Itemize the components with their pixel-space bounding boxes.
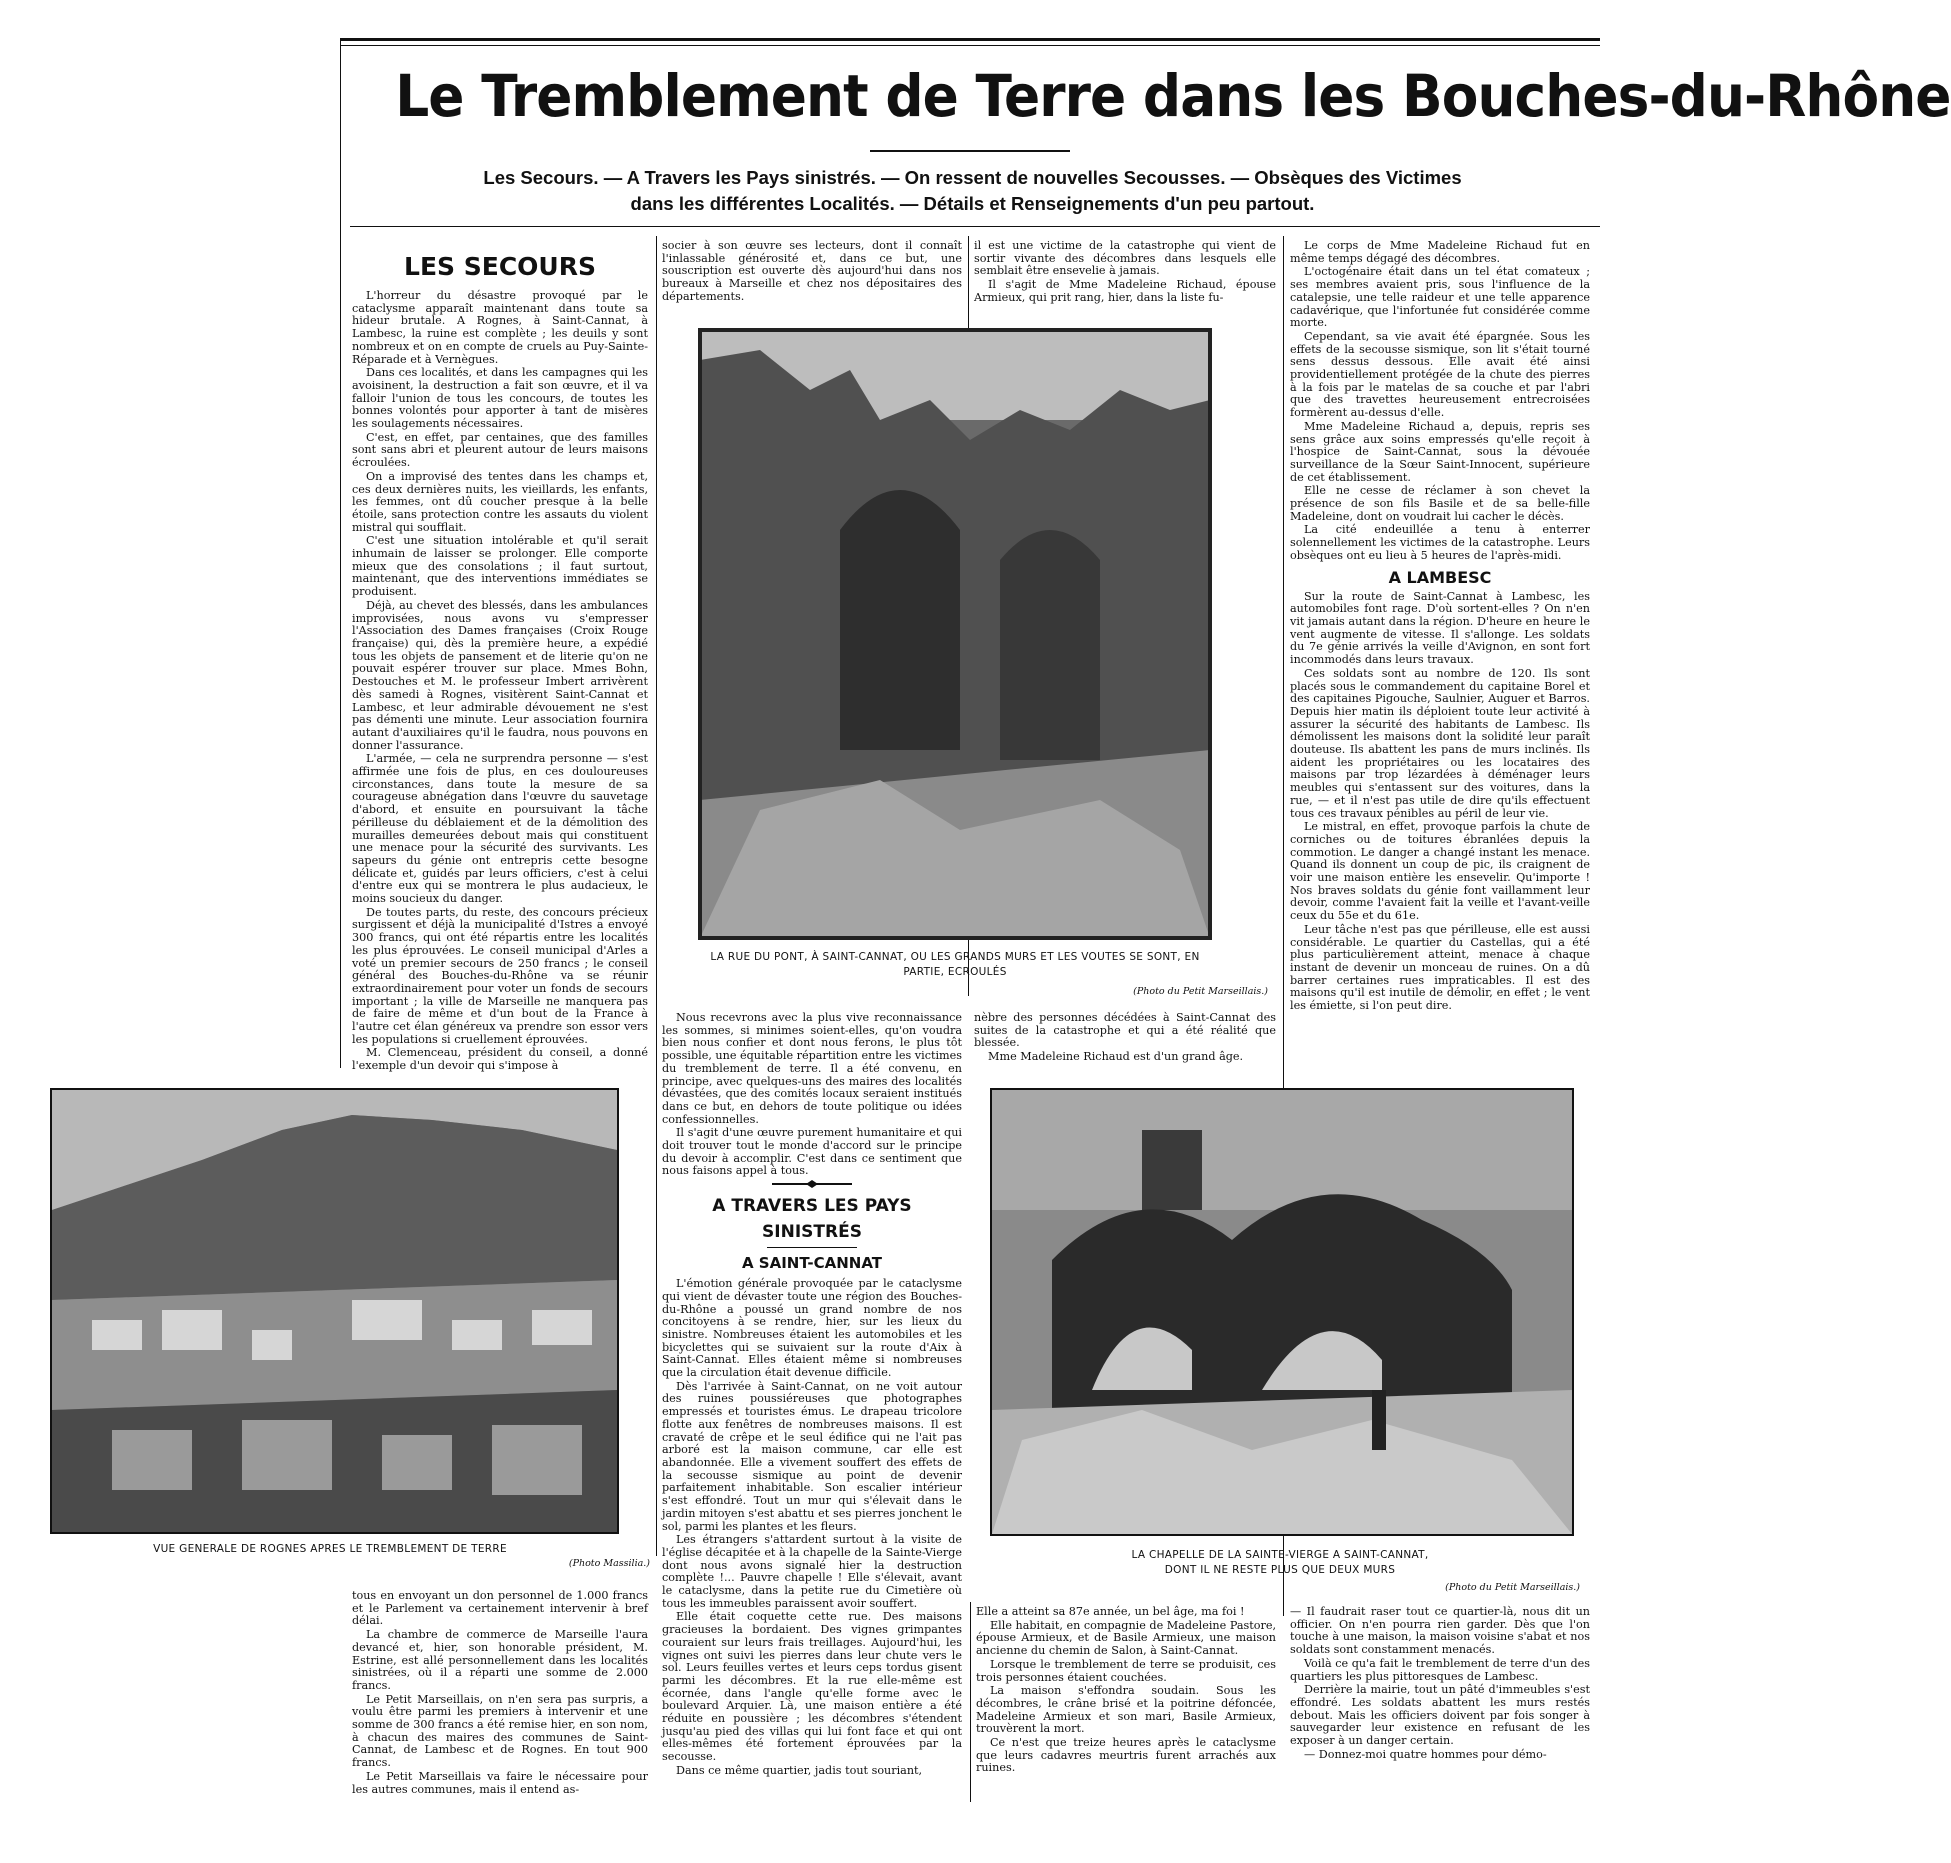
top-double-rule (340, 38, 1600, 41)
paragraph: Les étrangers s'attardent surtout à la visite de l'église décapitée et à la chapelle de la Sainte-Vierge dont nous avons signalé hier la destruction complète !... Pauvre chapelle ! Elle s'élevait, avant le cataclysme, dans la petite rue du Cimetière où tous les immeubles paraissent avoir souffert. (662, 1533, 962, 1610)
paragraph: Il s'agit d'une œuvre purement humanitaire et qui doit trouver tout le monde d'accord sur le principe du devoir à accomplir. C'est dans ce sentiment que nous faisons appel à tous. (662, 1126, 962, 1178)
column-4-top (1290, 240, 1590, 1078)
column-3-mid (974, 1012, 1276, 1082)
photo-ruined-street (700, 330, 1210, 938)
photo-caption-rue-du-pont: LA RUE DU PONT, À SAINT-CANNAT, OU LES GRANDS MURS ET LES VOUTES SE SONT, EN PARTIE, ECROULÉS (710, 951, 1200, 978)
section-heading-a-lambesc: A LAMBESC (1388, 567, 1492, 587)
paragraph: il est une victime de la catastrophe qui vient de sortir vivante des décombres dans lesquels elle semblait être ensevelie à jamais. (974, 239, 1276, 278)
paragraph: Dans ces localités, et dans les campagnes qui les avoisinent, la destruction a fait son œuvre, et il va falloir l'union de tous les concours, de toutes les bonnes volontés pour apporter à tant de misères les soulagements nécessaires. (352, 366, 648, 431)
paragraph: Le corps de Mme Madeleine Richaud fut en même temps dégagé des décombres. (1290, 239, 1590, 265)
paragraph: Sur la route de Saint-Cannat à Lambesc, les automobiles font rage. D'où sortent-elles ? On n'en vit jamais autant dans la région. D'heure en heure le vent augmente de vitesse. Il s'allonge. Les soldats du 7e génie arrivés la veille d'Avignon, en sont fort incommodés dans leurs travaux. (1290, 589, 1590, 667)
photo-credit: (Photo Massilia.) (568, 1558, 650, 1569)
column-divider (970, 1602, 971, 1802)
column-les-secours (352, 244, 648, 1073)
paragraph: Mme Madeleine Richaud est d'un grand âge. (988, 1050, 1244, 1064)
paragraph: L'armée, — cela ne surprendra personne — s'est affirmée une fois de plus, en ces douloureuses circonstances, dans toute la mesure de sa courageuse abnégation dans l'œuvre du sauvetage d'abord, et ensuite en poursuivant la tâche périlleuse du déblaiement et de la démolition des murailles demeurées debout mais qui constituent une menace pour la sécurité des survivants. Les sapeurs du génie ont entrepris cette besogne délicate et, guidés par leurs officiers, c'est à celui d'entre eux qui se montrera le plus audacieux, le moins soucieux du danger. (352, 752, 648, 906)
subtitle-line-2: dans les différentes Localités. — Détails et Renseignements d'un peu partout. (630, 193, 1315, 214)
paragraph: Elle a atteint sa 87e année, un bel âge, ma foi ! (976, 1605, 1245, 1618)
column-4-bottom (1290, 1606, 1590, 1798)
paragraph: Mme Madeleine Richaud a, depuis, repris ses sens grâce aux soins empressés qu'elle reçoit à l'hospice de Saint-Cannat, sous la dévouée surveillance de la Sœur Saint-Innocent, supérieure de cet établissement. (1290, 419, 1590, 484)
paragraph: C'est, en effet, par centaines, que des familles sont sans abri et pleurent autour de leurs maisons écroulées. (352, 430, 648, 470)
column-3-bottom (976, 1606, 1276, 1798)
paragraph: Elle était coquette cette rue. Des maisons gracieuses la bordaient. Des vignes grimpantes couraient sur leurs frais treillages. Aujourd'hui, les vignes ont suivi les pierres dans leur chute vers le sol. Leurs feuilles vertes et leurs ceps tordus gisent parmi les décombres. Et la rue elle-même est écornée, dans l'angle qu'elle forme avec le boulevard Arquier. Là, une maison entière a été réduite en poussière ; les décombres s'étendent jusqu'au pied des villas qui lui font face et qui ont elles-mêmes été fortement éprouvées par la secousse. (662, 1610, 962, 1764)
paragraph: De toutes parts, du reste, des concours précieux surgissent et déjà la municipalité d'Istres a envoyé 300 francs, qui ont été répartis entre les localités les plus éprouvées. Le conseil municipal d'Arles a voté un premier secours de 250 francs ; le conseil général des Bouches-du-Rhône va se réunir extraordinairement pour voter un fonds de secours important ; la ville de Marseille ne manquera pas de faire de même et d'un bout de la France à l'autre cet élan généreux va prendre son essor vers les populations si cruellement éprouvées. (352, 905, 648, 1046)
paragraph: L'horreur du désastre provoqué par le cataclysme apparaît maintenant dans toute sa hideur brutale. A Rognes, à Saint-Cannat, à Lambesc, la ruine est complète ; les deuils y sont nombreux et on en compte de cruels au Puy-Sainte-Réparade et à Vernègues. (352, 289, 648, 366)
paragraph: M. Clemenceau, président du conseil, a donné l'exemple d'un devoir qui s'impose à (352, 1046, 648, 1073)
paragraph: Cependant, sa vie avait été épargnée. Sous les effets de la secousse sismique, son lit s'était tourné sens dessus dessous. Elle avait été ainsi providentiellement protégée de la chute des pierres à la fois par le matelas de sa couche et par l'abri que des travettes heureusement entrecroisées formèrent au-dessus d'elle. (1290, 329, 1590, 420)
heading-rule (767, 1247, 857, 1248)
paragraph: Dès l'arrivée à Saint-Cannat, on ne voit autour des ruines poussiéreuses que photographes empressés et touristes émus. Le drapeau tricolore flotte aux fenêtres de nombreuses maisons. Il est cravaté de crêpe et le seul édifice qui ne l'ait pas arboré est la maison commune, car elle est abandonnée. Elle a vivement souffert des effets de la secousse sismique au point de devenir parfaitement inhabitable. Son escalier intérieur s'est effondré. Tout un mur qui s'élevait dans le jardin mitoyen s'est abattu et ses pierres jonchent le sol, parmi les plantes et les fleurs. (662, 1379, 962, 1533)
photo-credit: (Photo du Petit Marseillais.) (1445, 1582, 1580, 1593)
paragraph: Lorsque le tremblement de terre se produisit, ces trois personnes étaient couchées. (976, 1657, 1276, 1684)
paragraph: Le mistral, en effet, provoque parfois la chute de corniches ou de toitures ébranlées depuis la commotion. Le danger a changé instant les menace. Quand ils donnent un coup de pic, ils craignent de voir une maison entière les ensevelir. Qu'importe ! Nos braves soldats du génie font vaillamment leur devoir, comme l'avaient fait la veille et l'avant-veille ceux du 55e et du 61e. (1290, 820, 1590, 923)
photo-credit: (Photo du Petit Marseillais.) (1133, 986, 1268, 997)
photo-ruined-chapel (992, 1090, 1572, 1534)
photo-caption-rognes: VUE GENERALE DE ROGNES APRES LE TREMBLEMENT DE TERRE (153, 1543, 507, 1555)
column-2-mid (662, 1011, 963, 1777)
column-2-top (662, 240, 962, 310)
paragraph: La cité endeuillée a tenu à enterrer solennellement les victimes de la catastrophe. Leurs obsèques ont eu lieu à 5 heures de l'après-midi. (1290, 523, 1590, 562)
paragraph: Il s'agit de Mme Madeleine Richaud, épouse Armieux, qui prit rang, hier, dans la liste fu- (974, 278, 1276, 304)
paragraph: L'émotion générale provoquée par le cataclysme qui vient de dévaster toute une région des Bouches-du-Rhône a poussé un grand nombre de nos concitoyens à se rendre, hier, sur les lieux du sinistre. Nombreuses étaient les automobiles et les bicyclettes qui se suivaient sur la route d'Aix à Saint-Cannat. Elles étaient même si nombreuses que la circulation était devenue difficile. (662, 1277, 962, 1380)
paragraph: C'est une situation intolérable et qu'il serait inhumain de laisser se prolonger. Elle comporte mieux que des consolations ; il faut surtout, maintenant, que des interventions immédiates se produisent. (352, 534, 648, 599)
paragraph: Ces soldats sont au nombre de 120. Ils sont placés sous le commandement du capitaine Borel et des capitaines Pigouche, Saulnier, Auguer et Barros. Depuis hier matin ils déploient toute leur activité à assurer la sécurité des habitants de Lambesc. Ils démolissent les maisons dont la solidité leur paraît douteuse. Ils abattent les pans de murs inclinés. Ils aident les propriétaires ou les locataires des maisons par trop lézardées à déménager leurs meubles qui s'entassent sur des voitures, dans la rue, — et il n'est pas utile de dire qu'ils effectuent tous ces travaux pénibles au péril de leur vie. (1290, 666, 1590, 820)
section-heading-a-travers: A TRAVERS LES PAYS SINISTRÉS (712, 1196, 912, 1243)
paragraph: Derrière la mairie, tout un pâté d'immeubles s'est effondré. Les soldats abattent les murs restés debout. Mais les officiers doivent par fois songer à sauvegarder leur existence en refusant de les exposer à un danger certain. (1290, 1683, 1590, 1748)
paragraph: Elle ne cesse de réclamer à son chevet la présence de son fils Basile et de sa belle-fille Madeleine, dont on voudrait lui cacher le décès. (1290, 484, 1590, 523)
photo-rue-du-pont (698, 328, 1212, 940)
caption-line-1: LA CHAPELLE DE LA SAINTE-VIERGE A SAINT-CANNAT, (1131, 1549, 1429, 1561)
photo-caption-chapelle (990, 1548, 1570, 1578)
paragraph: L'octogénaire était dans un tel état comateux ; ses membres avaient pris, sous l'influence de la catalepsie, une telle raideur et une telle apparence cadavérique, que l'infortunée fut considérée comme morte. (1290, 265, 1590, 330)
paragraph: La chambre de commerce de Marseille l'aura devancé et, hier, son honorable président, M. Estrine, est allé personnellement dans les localités sinistrées, où il a réparti une somme de 2.000 francs. (352, 1628, 648, 1692)
caption-line-2: DONT IL NE RESTE PLUS QUE DEUX MURS (1164, 1564, 1396, 1576)
column-1-bottom (352, 1590, 648, 1798)
section-heading-a-saint-cannat: A SAINT-CANNAT (741, 1254, 883, 1273)
page-subtitle (345, 165, 1600, 217)
paragraph: Déjà, au chevet des blessés, dans les ambulances improvisées, nous avons vu s'empresser l'Association des Dames françaises (Croix Rouge française) qui, dès la première heure, a expédié tous les objets de pansement et de literie qu'on ne pouvait espérer trouver sur place. Mmes Bohn, Destouches et M. le professeur Imbert arrivèrent dès samedi à Rognes, visitèrent Saint-Cannat et Lambesc, et leur admirable dévouement ne s'est pas démenti une minute. Leur association fournira autant d'auxiliaires qu'il le faudra, nous pouvons en donner l'assurance. (352, 598, 648, 752)
column-3-top (974, 240, 1276, 320)
paragraph: Leur tâche n'est pas que périlleuse, elle est aussi considérable. Le quartier du Castellas, qui a été plus particulièrement atteint, menace à chaque instant de devenir un monceau de ruines. On a dû barrer certaines rues impraticables. Il est des maisons qu'il est inutile de démolir, en effet ; le vent les émiette, si l'on peut dire. (1290, 922, 1590, 1013)
paragraph: Dans ce même quartier, jadis tout souriant, (676, 1763, 923, 1777)
top-thin-rule (340, 45, 1600, 46)
paragraph: socier à son œuvre ses lecteurs, dont il connaît l'inlassable générosité et, dans ce but, une souscription est ouverte dès aujourd'hui dans nos bureaux à Marseille et chez nos dépositaires des départements. (662, 239, 962, 303)
paragraph: Nous recevrons avec la plus vive reconnaissance les sommes, si minimes soient-elles, qu'on voudra bien nous confier et dont nous ferons, le plus tôt possible, une équitable répartition entre les victimes du tremblement de terre. Il a été convenu, en principe, avec quelques-uns des maires des localités dévastées, que des comités locaux seraient institués dans ce but, en dehors de toute politique ou idées confessionnelles. (662, 1011, 963, 1126)
column-divider (656, 236, 657, 1556)
photo-chapelle-sainte-vierge (990, 1088, 1574, 1536)
left-frame-rule (340, 38, 341, 1068)
section-heading-les-secours: LES SECOURS (404, 252, 596, 281)
photo-vue-generale-rognes (50, 1088, 619, 1534)
paragraph: Voilà ce qu'a fait le tremblement de terre d'un des quartiers les plus pittoresques de Lambesc. (1290, 1656, 1590, 1683)
paragraph: — Il faudrait raser tout ce quartier-là, nous dit un officier. On n'en pourra rien garder. Dès que l'on touche à une maison, la maison voisine s'abat et nos soldats sont constamment menacés. (1290, 1605, 1590, 1657)
paragraph: tous en envoyant un don personnel de 1.000 francs et le Parlement va certainement intervenir à bref délai. (352, 1589, 648, 1628)
title-underline (870, 150, 1070, 152)
paragraph: — Donnez-moi quatre hommes pour démo- (1304, 1747, 1547, 1761)
paragraph: On a improvisé des tentes dans les champs et, ces deux dernières nuits, les vieillards, les enfants, les femmes, ont dû coucher presque à la belle étoile, sans protection contre les assauts du violent mistral qui soufflait. (352, 469, 648, 534)
subtitle-line-1: Les Secours. — A Travers les Pays sinistrés. — On ressent de nouvelles Secousses. — Obsèques des Victimes (483, 167, 1462, 188)
paragraph: Ce n'est que treize heures après le cataclysme que leurs cadavres meurtris furent arrachés aux ruines. (976, 1736, 1276, 1775)
page-title: Le Tremblement de Terre dans les Bouches-du-Rhône (395, 62, 1951, 130)
paragraph: Le Petit Marseillais, on n'en sera pas surpris, a voulu être parmi les premiers à intervenir et une somme de 300 francs a été remise hier, en son nom, à chacun des maires des communes de Saint-Cannat, de Lambesc et de Rognes. En tout 900 francs. (352, 1692, 648, 1770)
photo-town-view (52, 1090, 617, 1532)
paragraph: Le Petit Marseillais va faire le nécessaire pour les autres communes, mais il entend as- (352, 1769, 648, 1796)
paragraph: La maison s'effondra soudain. Sous les décombres, le crâne brisé et la poitrine défoncée, Madeleine Armieux et son mari, Basile Armieux, trouvèrent la mort. (976, 1684, 1276, 1736)
paragraph: Elle habitait, en compagnie de Madeleine Pastore, épouse Armieux, et de Basile Armieux, une maison ancienne du chemin de Salon, à Saint-Cannat. (976, 1618, 1277, 1658)
paragraph: nèbre des personnes décédées à Saint-Cannat des suites de la catastrophe et qui a été réalité que blessée. (974, 1011, 1276, 1050)
subtitle-underline (350, 226, 1600, 227)
ornament-separator (662, 1179, 962, 1189)
